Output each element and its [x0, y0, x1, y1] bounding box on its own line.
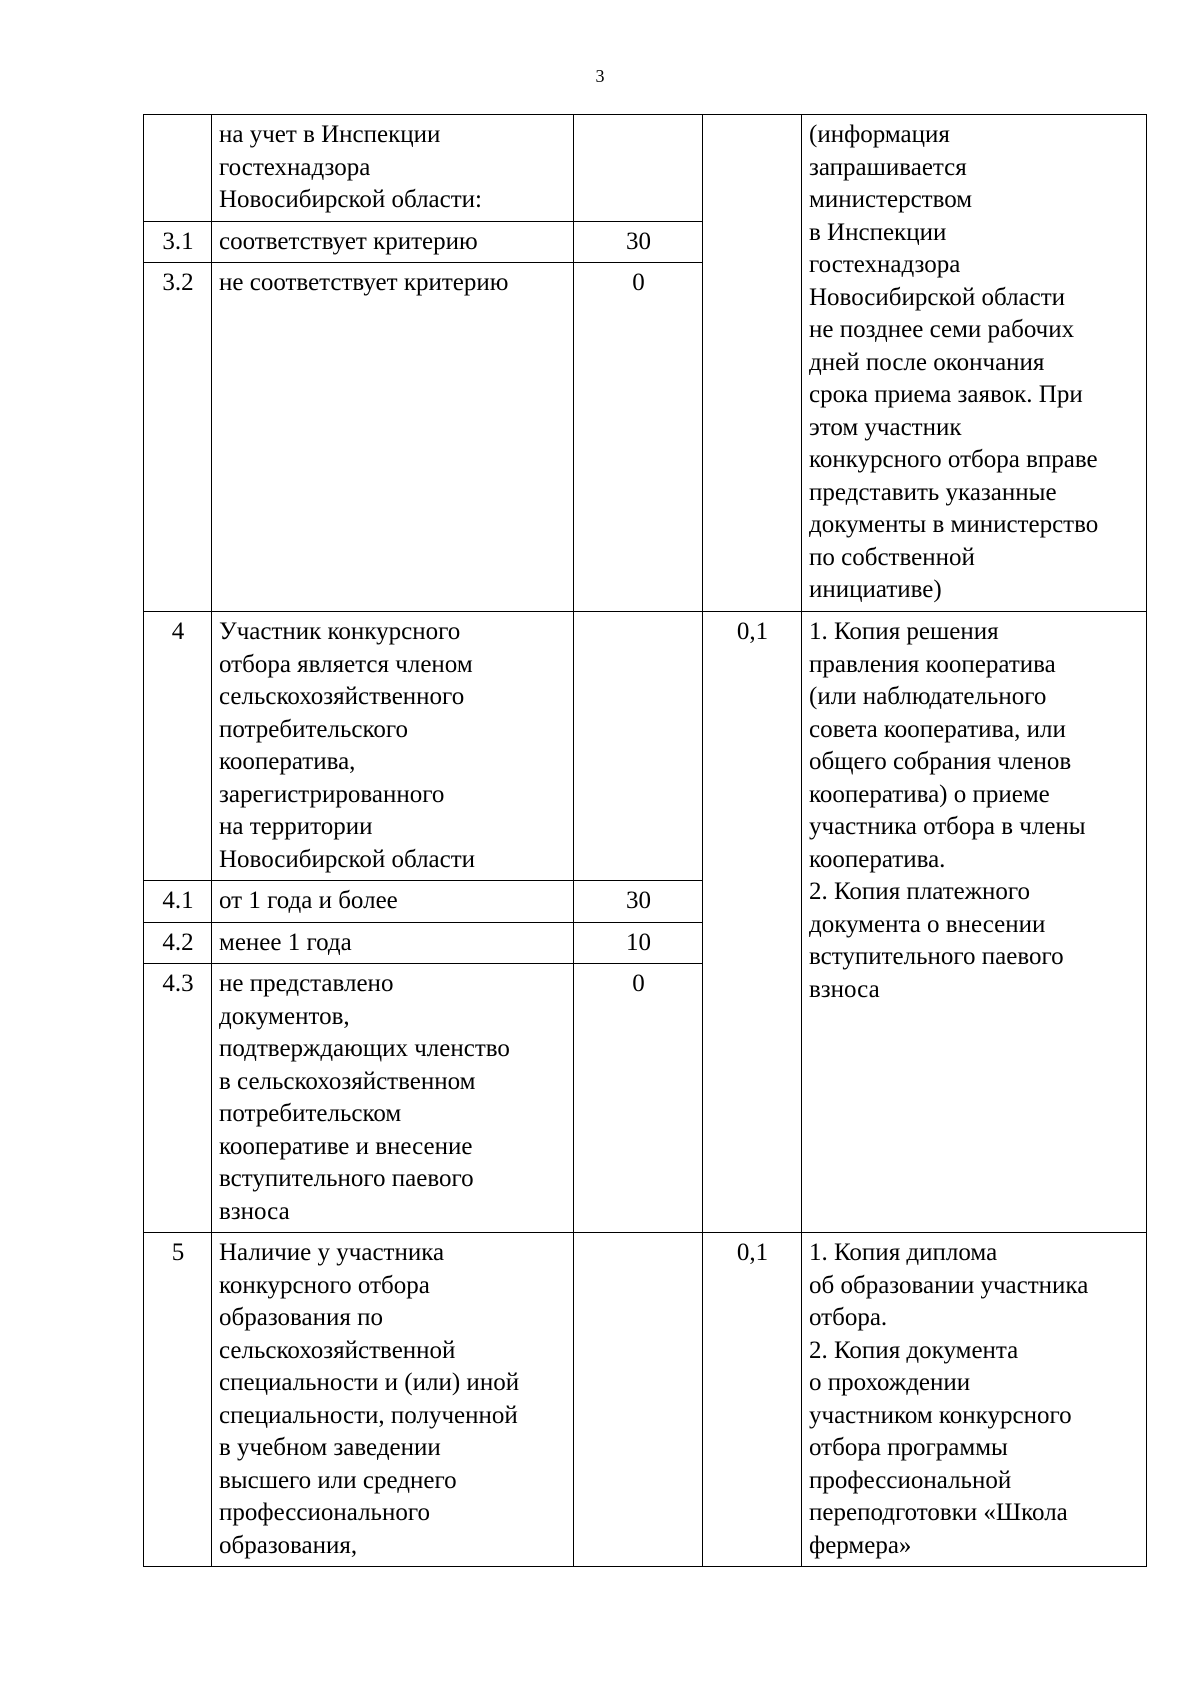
criterion-number: 4.2	[144, 922, 212, 964]
criterion-score: 0	[574, 263, 703, 612]
criterion-number: 5	[144, 1233, 212, 1567]
criterion-score	[574, 612, 703, 881]
criterion-documents: 1. Копия диплома об образовании участника отбора. 2. Копия документа о прохождении участником конкурсного отбора программы профессиональной переподготовки «Школа фермера»	[802, 1233, 1147, 1567]
criterion-score: 0	[574, 964, 703, 1233]
criterion-text: Участник конкурсного отбора является членом сельскохозяйственного потребительского кооператива, зарегистрированного на территории Новосибирской области	[212, 612, 574, 881]
criterion-documents: 1. Копия решения правления кооператива (или наблюдательного совета кооператива, или общего собрания членов кооператива) о приеме участника отбора в члены кооператива. 2. Копия платежного документа о внесении вступительного паевого взноса	[802, 612, 1147, 1233]
criterion-number	[144, 115, 212, 222]
criterion-score: 30	[574, 221, 703, 263]
table-row-4	[144, 612, 1147, 881]
criterion-number: 4.3	[144, 964, 212, 1233]
criterion-weight: 0,1	[703, 1233, 802, 1567]
criterion-documents: (информация запрашивается министерством в Инспекции гостехнадзора Новосибирской области не позднее семи рабочих дней после окончания срока приема заявок. При этом участник конкурсного отбора вправе представить указанные документы в министерство по собственной инициативе)	[802, 115, 1147, 612]
criterion-text: от 1 года и более	[212, 881, 574, 923]
criteria-table	[143, 114, 1147, 1567]
criterion-number: 3.2	[144, 263, 212, 612]
criterion-score: 10	[574, 922, 703, 964]
criterion-weight	[703, 115, 802, 612]
criterion-score: 30	[574, 881, 703, 923]
criterion-text: соответствует критерию	[212, 221, 574, 263]
criterion-text: не соответствует критерию	[212, 263, 574, 612]
criterion-text: Наличие у участника конкурсного отбора образования по сельскохозяйственной специальности и (или) иной специальности, полученной в учебном заведении высшего или среднего профессионального образования,	[212, 1233, 574, 1567]
criterion-score	[574, 1233, 703, 1567]
criterion-text: не представлено документов, подтверждающих членство в сельскохозяйственном потребительском кооперативе и внесение вступительного паевого взноса	[212, 964, 574, 1233]
criterion-number: 3.1	[144, 221, 212, 263]
criterion-text: менее 1 года	[212, 922, 574, 964]
criterion-weight: 0,1	[703, 612, 802, 1233]
criterion-score	[574, 115, 703, 222]
criterion-text: на учет в Инспекции гостехнадзора Новосибирской области:	[212, 115, 574, 222]
criterion-number: 4	[144, 612, 212, 881]
page-number: 3	[595, 66, 605, 86]
table-row-5	[144, 1233, 1147, 1567]
table-row-3	[144, 115, 1147, 222]
criterion-number: 4.1	[144, 881, 212, 923]
